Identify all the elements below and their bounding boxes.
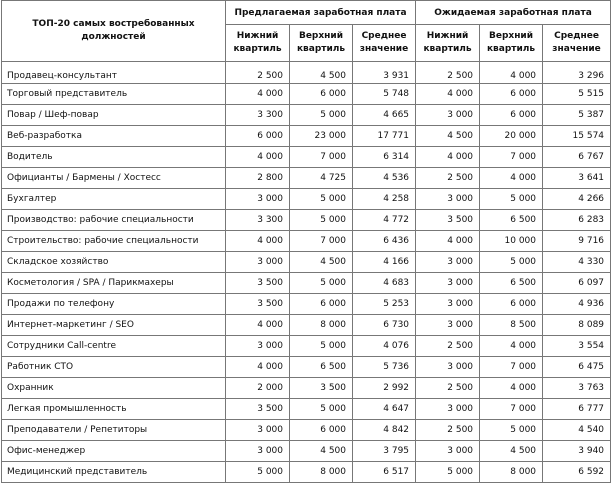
cell-offered-lower: 3 000: [226, 252, 290, 273]
cell-expected-lower: 3 000: [416, 105, 480, 126]
salary-table: [1, 0, 611, 483]
corner-title: ТОП-20 самых востребованных должностей: [2, 1, 226, 62]
position-name: Повар / Шеф-повар: [2, 105, 226, 126]
cell-offered-upper: 4 500: [290, 252, 353, 273]
cell-expected-mean: 3 296: [543, 62, 611, 84]
position-name: Сотрудники Call-centre: [2, 336, 226, 357]
cell-expected-mean: 9 716: [543, 231, 611, 252]
cell-expected-lower: 3 500: [416, 210, 480, 231]
cell-offered-mean: 5 736: [353, 357, 416, 378]
position-name: Веб-разработка: [2, 126, 226, 147]
position-name: Водитель: [2, 147, 226, 168]
cell-offered-lower: 2 800: [226, 168, 290, 189]
cell-expected-lower: 3 000: [416, 273, 480, 294]
cell-offered-upper: 6 500: [290, 357, 353, 378]
cell-offered-lower: 3 000: [226, 420, 290, 441]
cell-offered-lower: 3 300: [226, 105, 290, 126]
cell-offered-mean: 4 258: [353, 189, 416, 210]
cell-expected-upper: 6 000: [480, 105, 543, 126]
cell-offered-lower: 3 000: [226, 441, 290, 462]
cell-offered-upper: 6 000: [290, 84, 353, 105]
cell-expected-lower: 2 500: [416, 62, 480, 84]
cell-expected-lower: 3 000: [416, 315, 480, 336]
table-row: [2, 462, 611, 483]
cell-offered-mean: 6 436: [353, 231, 416, 252]
position-name: Интернет-маркетинг / SEO: [2, 315, 226, 336]
cell-offered-upper: 5 000: [290, 273, 353, 294]
cell-offered-upper: 6 000: [290, 420, 353, 441]
cell-offered-mean: 4 683: [353, 273, 416, 294]
cell-offered-mean: 6 517: [353, 462, 416, 483]
cell-expected-upper: 4 000: [480, 168, 543, 189]
cell-expected-upper: 5 000: [480, 420, 543, 441]
cell-offered-upper: 3 500: [290, 378, 353, 399]
cell-offered-lower: 2 000: [226, 378, 290, 399]
table-row: [2, 357, 611, 378]
table-row: [2, 273, 611, 294]
table-header: [2, 1, 611, 62]
cell-offered-mean: 4 665: [353, 105, 416, 126]
cell-expected-mean: 6 592: [543, 462, 611, 483]
cell-offered-lower: 4 000: [226, 231, 290, 252]
position-name: Медицинский представитель: [2, 462, 226, 483]
cell-offered-upper: 5 000: [290, 189, 353, 210]
cell-expected-lower: 3 000: [416, 441, 480, 462]
cell-offered-mean: 5 748: [353, 84, 416, 105]
cell-expected-mean: 4 936: [543, 294, 611, 315]
position-name: Работник СТО: [2, 357, 226, 378]
table-row: [2, 168, 611, 189]
cell-offered-mean: 4 166: [353, 252, 416, 273]
table-row: [2, 399, 611, 420]
position-name: Косметология / SPA / Парикмахеры: [2, 273, 226, 294]
cell-expected-lower: 5 000: [416, 462, 480, 483]
table-row: [2, 378, 611, 399]
cell-offered-mean: 4 076: [353, 336, 416, 357]
position-name: Торговый представитель: [2, 84, 226, 105]
cell-expected-lower: 4 500: [416, 126, 480, 147]
cell-offered-lower: 3 300: [226, 210, 290, 231]
cell-offered-upper: 8 000: [290, 315, 353, 336]
cell-offered-mean: 4 647: [353, 399, 416, 420]
cell-offered-lower: 5 000: [226, 462, 290, 483]
cell-expected-mean: 4 330: [543, 252, 611, 273]
table-row: [2, 105, 611, 126]
cell-expected-lower: 2 500: [416, 420, 480, 441]
position-name: Легкая промышленность: [2, 399, 226, 420]
cell-offered-lower: 4 000: [226, 357, 290, 378]
cell-expected-upper: 6 000: [480, 294, 543, 315]
cell-offered-mean: 3 931: [353, 62, 416, 84]
position-name: Преподаватели / Репетиторы: [2, 420, 226, 441]
cell-offered-mean: 6 314: [353, 147, 416, 168]
table-row: [2, 252, 611, 273]
col-offered-upper: Верхний квартиль: [290, 25, 353, 62]
cell-expected-upper: 4 000: [480, 336, 543, 357]
position-name: Строительство: рабочие специальности: [2, 231, 226, 252]
cell-expected-upper: 4 000: [480, 378, 543, 399]
cell-offered-mean: 4 772: [353, 210, 416, 231]
cell-offered-mean: 4 842: [353, 420, 416, 441]
cell-expected-lower: 3 000: [416, 252, 480, 273]
cell-offered-lower: 4 000: [226, 147, 290, 168]
col-offered-mean: Среднее значение: [353, 25, 416, 62]
table-row: [2, 62, 611, 84]
cell-offered-lower: 3 500: [226, 294, 290, 315]
cell-expected-lower: 2 500: [416, 336, 480, 357]
cell-expected-upper: 5 000: [480, 252, 543, 273]
cell-expected-lower: 3 000: [416, 399, 480, 420]
cell-offered-lower: 3 000: [226, 336, 290, 357]
table-row: [2, 420, 611, 441]
cell-expected-lower: 4 000: [416, 84, 480, 105]
cell-expected-upper: 6 500: [480, 210, 543, 231]
cell-offered-upper: 5 000: [290, 399, 353, 420]
table-row: [2, 147, 611, 168]
cell-expected-upper: 6 500: [480, 273, 543, 294]
table-row: [2, 210, 611, 231]
cell-offered-upper: 23 000: [290, 126, 353, 147]
cell-expected-lower: 4 000: [416, 231, 480, 252]
cell-offered-mean: 6 730: [353, 315, 416, 336]
cell-expected-mean: 3 641: [543, 168, 611, 189]
cell-expected-mean: 3 940: [543, 441, 611, 462]
cell-expected-mean: 5 387: [543, 105, 611, 126]
table-row: [2, 189, 611, 210]
cell-expected-lower: 3 000: [416, 294, 480, 315]
cell-offered-lower: 3 500: [226, 399, 290, 420]
position-name: Продавец-консультант: [2, 62, 226, 84]
cell-expected-upper: 20 000: [480, 126, 543, 147]
position-name: Складское хозяйство: [2, 252, 226, 273]
cell-offered-upper: 5 000: [290, 105, 353, 126]
cell-expected-upper: 5 000: [480, 189, 543, 210]
cell-expected-mean: 6 767: [543, 147, 611, 168]
cell-offered-mean: 4 536: [353, 168, 416, 189]
table-row: [2, 336, 611, 357]
cell-expected-lower: 4 000: [416, 147, 480, 168]
cell-expected-mean: 5 515: [543, 84, 611, 105]
cell-offered-mean: 5 253: [353, 294, 416, 315]
cell-expected-mean: 6 777: [543, 399, 611, 420]
cell-offered-lower: 4 000: [226, 315, 290, 336]
cell-expected-upper: 10 000: [480, 231, 543, 252]
cell-expected-upper: 8 500: [480, 315, 543, 336]
cell-offered-upper: 7 000: [290, 231, 353, 252]
cell-expected-lower: 3 000: [416, 189, 480, 210]
cell-expected-upper: 8 000: [480, 462, 543, 483]
cell-expected-mean: 4 266: [543, 189, 611, 210]
cell-offered-upper: 6 000: [290, 294, 353, 315]
cell-expected-upper: 7 000: [480, 399, 543, 420]
cell-offered-mean: 17 771: [353, 126, 416, 147]
col-expected-upper: Верхний квартиль: [480, 25, 543, 62]
cell-offered-upper: 5 000: [290, 210, 353, 231]
col-expected-lower: Нижний квартиль: [416, 25, 480, 62]
cell-expected-upper: 7 000: [480, 147, 543, 168]
cell-offered-lower: 2 500: [226, 62, 290, 84]
cell-offered-upper: 8 000: [290, 462, 353, 483]
cell-offered-lower: 6 000: [226, 126, 290, 147]
cell-expected-upper: 7 000: [480, 357, 543, 378]
group-offered-salary: Предлагаемая заработная плата: [226, 1, 416, 25]
cell-offered-mean: 3 795: [353, 441, 416, 462]
cell-expected-mean: 6 283: [543, 210, 611, 231]
cell-offered-lower: 3 000: [226, 189, 290, 210]
cell-expected-mean: 3 763: [543, 378, 611, 399]
table-row: [2, 231, 611, 252]
cell-expected-upper: 6 000: [480, 84, 543, 105]
cell-offered-mean: 2 992: [353, 378, 416, 399]
cell-offered-lower: 4 000: [226, 84, 290, 105]
table-row: [2, 441, 611, 462]
table-row: [2, 294, 611, 315]
position-name: Офис-менеджер: [2, 441, 226, 462]
position-name: Официанты / Бармены / Хостесс: [2, 168, 226, 189]
cell-expected-upper: 4 500: [480, 441, 543, 462]
cell-offered-upper: 4 725: [290, 168, 353, 189]
cell-offered-upper: 4 500: [290, 441, 353, 462]
cell-offered-upper: 7 000: [290, 147, 353, 168]
group-expected-salary: Ожидаемая заработная плата: [416, 1, 611, 25]
table-row: [2, 126, 611, 147]
cell-expected-mean: 6 097: [543, 273, 611, 294]
cell-expected-mean: 15 574: [543, 126, 611, 147]
cell-expected-upper: 4 000: [480, 62, 543, 84]
cell-offered-lower: 3 500: [226, 273, 290, 294]
position-name: Бухгалтер: [2, 189, 226, 210]
cell-expected-mean: 8 089: [543, 315, 611, 336]
cell-expected-lower: 2 500: [416, 378, 480, 399]
table-body: [2, 62, 611, 483]
position-name: Производство: рабочие специальности: [2, 210, 226, 231]
cell-expected-mean: 3 554: [543, 336, 611, 357]
col-offered-lower: Нижний квартиль: [226, 25, 290, 62]
table-row: [2, 315, 611, 336]
position-name: Продажи по телефону: [2, 294, 226, 315]
cell-expected-mean: 6 475: [543, 357, 611, 378]
table-row: [2, 84, 611, 105]
cell-expected-lower: 3 000: [416, 357, 480, 378]
col-expected-mean: Среднее значение: [543, 25, 611, 62]
cell-expected-mean: 4 540: [543, 420, 611, 441]
cell-offered-upper: 5 000: [290, 336, 353, 357]
cell-offered-upper: 4 500: [290, 62, 353, 84]
cell-expected-lower: 2 500: [416, 168, 480, 189]
position-name: Охранник: [2, 378, 226, 399]
